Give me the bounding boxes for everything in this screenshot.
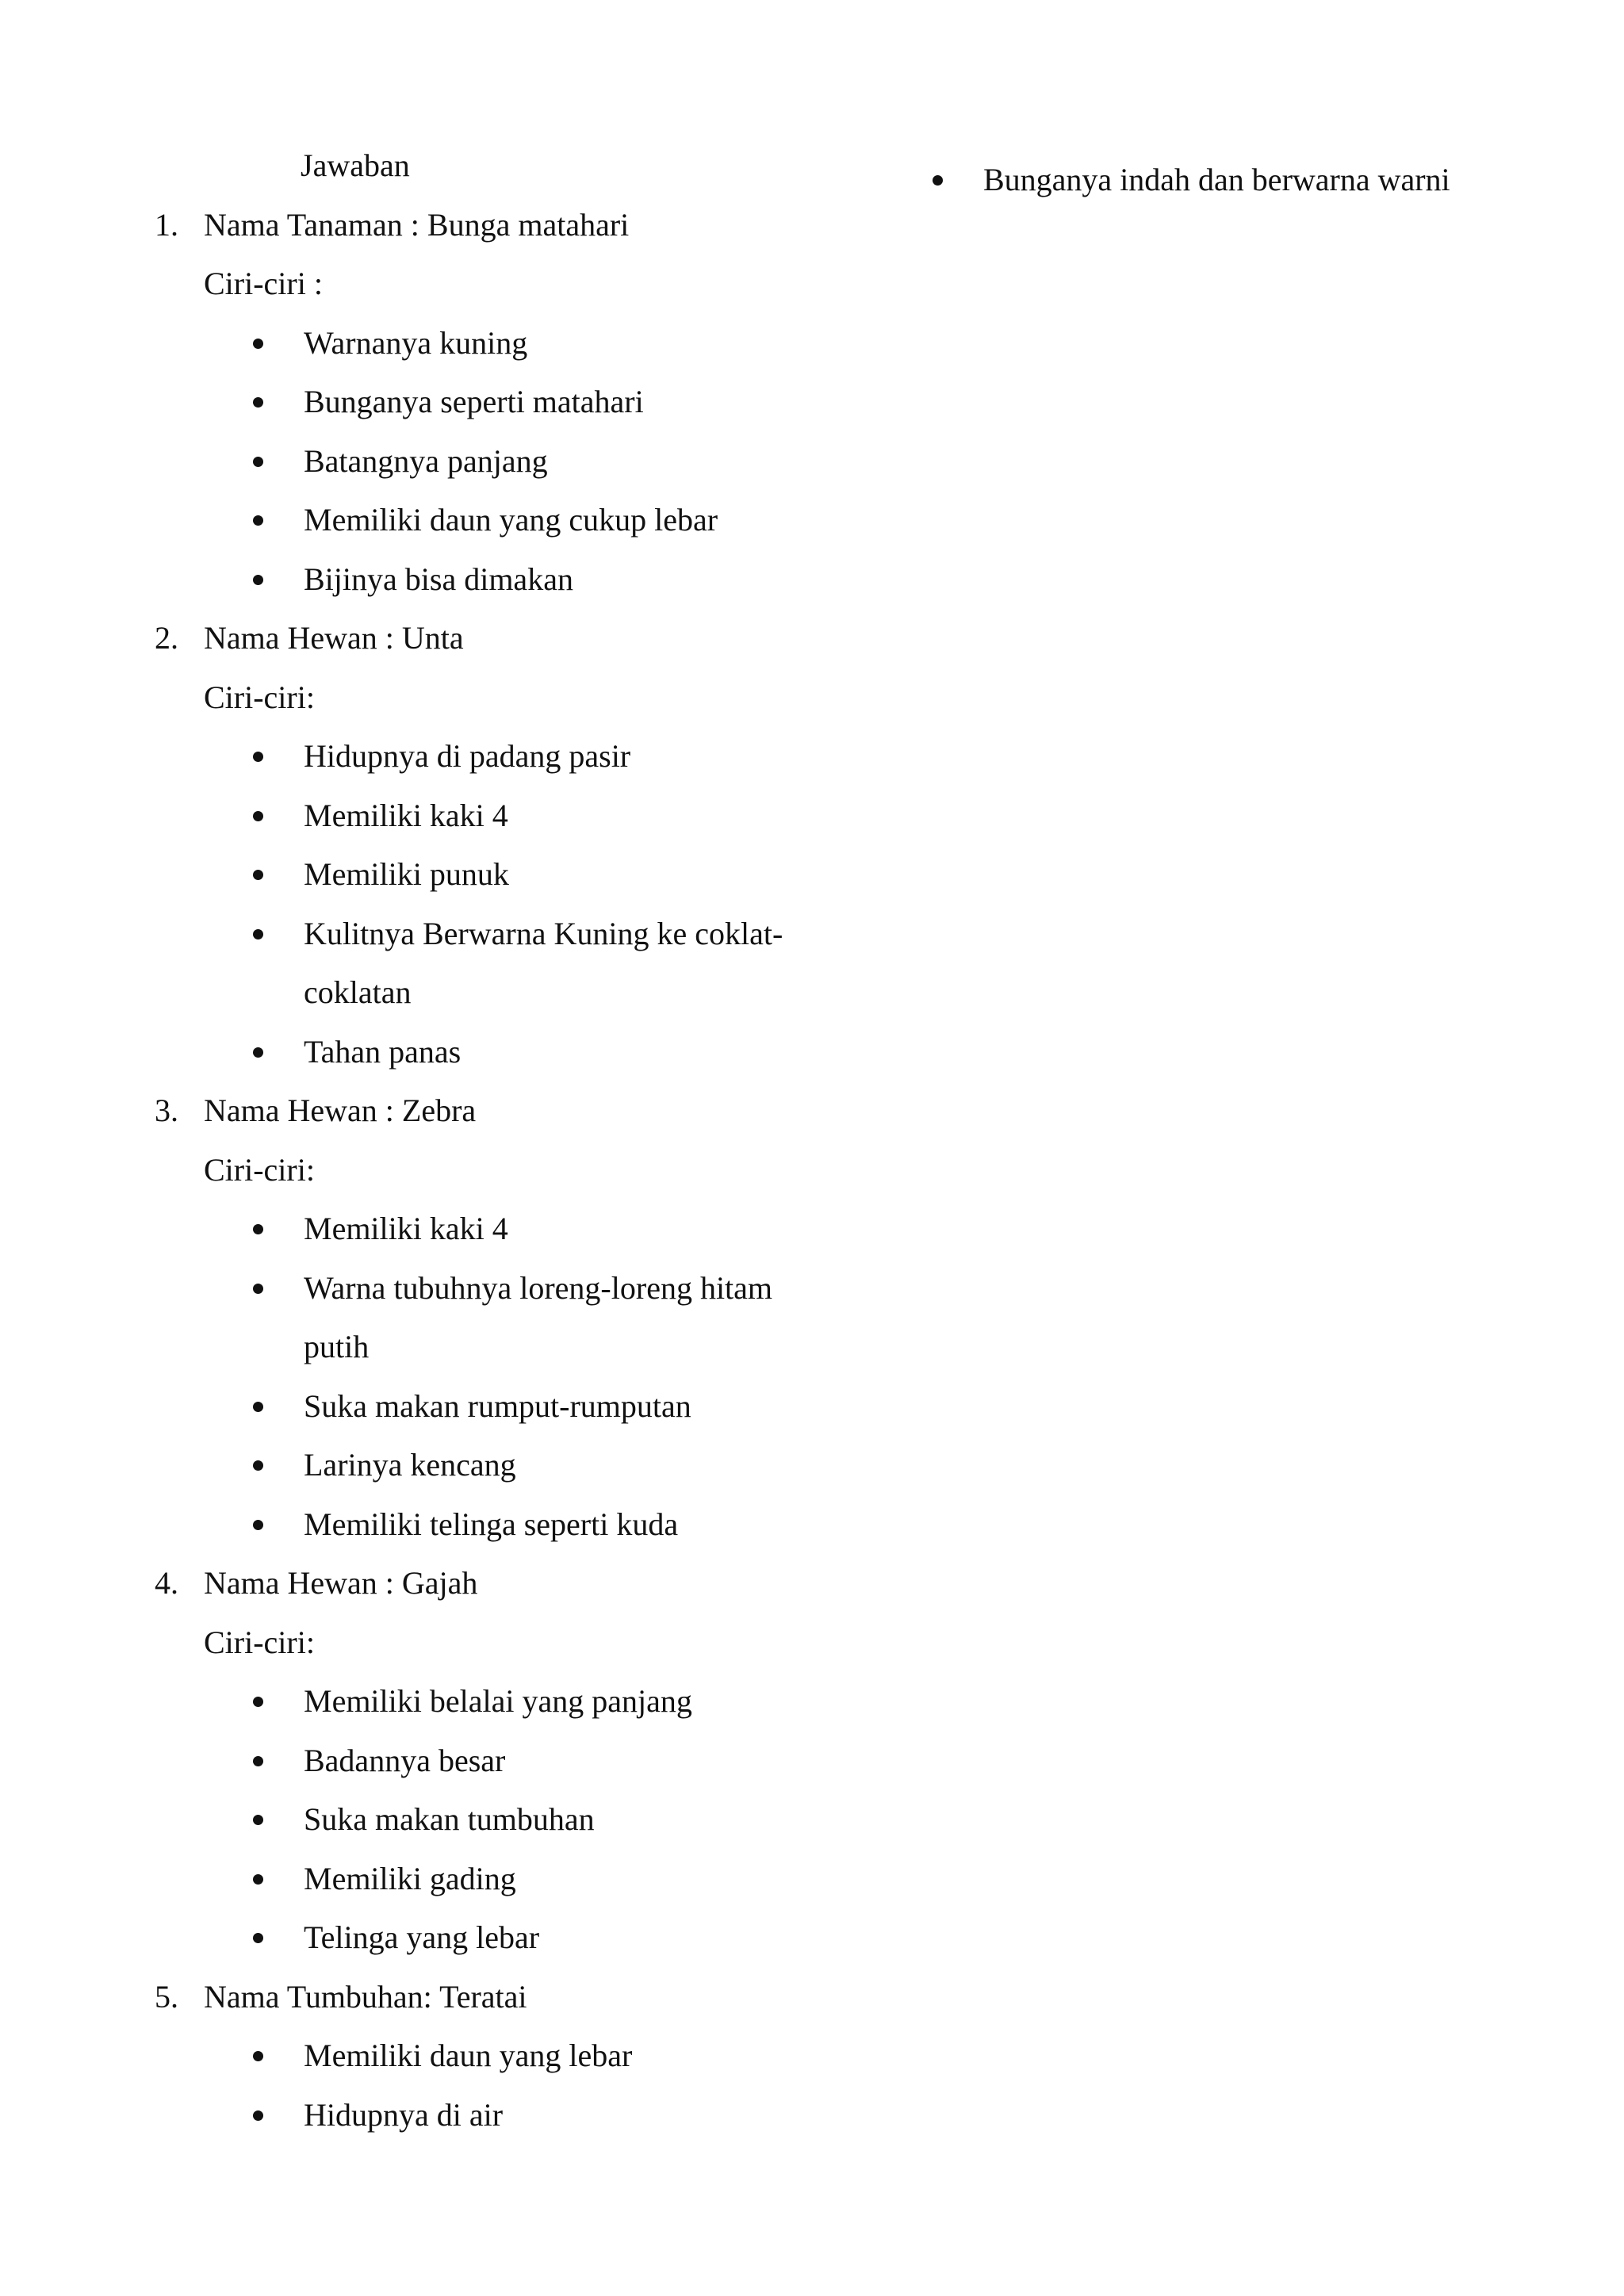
bullet-item — [155, 1200, 811, 1259]
bullet-text: Memiliki telinga seperti kuda — [304, 1506, 679, 1542]
answer-item — [155, 196, 837, 610]
bullet-item — [155, 432, 811, 492]
bullet-item — [155, 491, 811, 550]
bullet-item — [155, 550, 811, 610]
bullet-dot-icon — [253, 929, 263, 939]
characteristics-label: Ciri-ciri : — [204, 266, 323, 301]
characteristics-list — [155, 727, 837, 1081]
item-number: 5. — [155, 1978, 178, 2015]
bullet-text: Bunganya seperti matahari — [304, 384, 644, 419]
bullet-dot-icon — [253, 397, 263, 408]
bullet-item — [155, 1908, 811, 1968]
bullet-text: Suka makan rumput-rumputan — [304, 1387, 691, 1424]
item-title: Nama Hewan : Gajah — [204, 1565, 478, 1601]
bullet-text: Warna tubuhnya loreng-loreng hitam putih — [304, 1269, 773, 1364]
bullet-text: Memiliki daun yang cukup lebar — [304, 502, 718, 538]
bullet-dot-icon — [933, 175, 943, 186]
bullet-dot-icon — [253, 1697, 263, 1707]
bullet-text: Batangnya panjang — [304, 442, 548, 479]
bullet-item — [155, 373, 811, 432]
bullet-dot-icon — [253, 2110, 263, 2121]
bullet-item — [929, 151, 1586, 210]
left-column — [155, 147, 837, 2145]
characteristics-label: Ciri-ciri: — [204, 1151, 315, 1188]
bullet-item — [155, 786, 811, 846]
bullet-text: Larinya kencang — [304, 1447, 516, 1483]
item-title-line — [155, 609, 837, 668]
bullet-item — [155, 727, 811, 786]
bullet-item — [155, 1790, 811, 1850]
bullet-dot-icon — [253, 515, 263, 526]
characteristics-list — [155, 2026, 837, 2145]
bullet-text: Bijinya bisa dimakan — [304, 561, 573, 597]
right-column — [929, 151, 1564, 210]
bullet-item — [155, 1377, 811, 1437]
bullet-dot-icon — [253, 1047, 263, 1058]
bullet-dot-icon — [253, 1402, 263, 1412]
bullet-item — [155, 2026, 811, 2086]
bullet-item — [155, 905, 811, 1023]
item-title: Nama Tanaman : Bunga matahari — [204, 206, 630, 243]
bullet-item — [155, 2086, 811, 2145]
bullet-dot-icon — [253, 1224, 263, 1234]
bullet-dot-icon — [253, 870, 263, 880]
item-number: 4. — [155, 1565, 178, 1601]
answer-heading: Jawaban — [301, 147, 410, 183]
bullet-dot-icon — [253, 1460, 263, 1471]
bullet-item — [155, 314, 811, 373]
item-title-line — [155, 1554, 837, 1613]
bullet-text: Warnanya kuning — [304, 324, 528, 361]
bullet-text: Suka makan tumbuhan — [304, 1801, 595, 1837]
item-title-line — [155, 1081, 837, 1141]
bullet-item — [155, 1436, 811, 1495]
bullet-text: Kulitnya Berwarna Kuning ke coklat-coklatan — [304, 915, 783, 1010]
bullet-text: Memiliki kaki 4 — [304, 1211, 508, 1246]
bullet-text: Memiliki gading — [304, 1860, 516, 1896]
bullet-text: Badannya besar — [304, 1742, 506, 1778]
bullet-item — [155, 1732, 811, 1791]
bullet-text: Tahan panas — [304, 1033, 462, 1070]
item-title-line — [155, 1968, 837, 2027]
item-number: 1. — [155, 206, 178, 243]
bullet-dot-icon — [253, 1284, 263, 1294]
bullet-item — [155, 1259, 811, 1377]
bullet-dot-icon — [253, 1933, 263, 1943]
characteristics-label: Ciri-ciri: — [204, 679, 315, 715]
bullet-dot-icon — [253, 1815, 263, 1825]
bullet-text: Telinga yang lebar — [304, 1919, 540, 1955]
bullet-dot-icon — [253, 457, 263, 467]
answer-item — [155, 1968, 837, 2145]
bullet-dot-icon — [253, 1874, 263, 1885]
bullet-text: Memiliki punuk — [304, 856, 509, 892]
bullet-item — [155, 1850, 811, 1909]
answer-item — [155, 1081, 837, 1554]
answer-item — [155, 1554, 837, 1968]
bullet-dot-icon — [253, 752, 263, 762]
continued-bullet-list — [929, 151, 1564, 210]
bullet-text: Hidupnya di padang pasir — [304, 738, 631, 774]
characteristics-label: Ciri-ciri: — [204, 1624, 315, 1660]
bullet-item — [155, 1495, 811, 1555]
bullet-dot-icon — [253, 2051, 263, 2061]
answer-item — [155, 609, 837, 1081]
bullet-text: Memiliki daun yang lebar — [304, 2038, 633, 2073]
characteristics-list — [155, 1200, 837, 1554]
item-title-line — [155, 196, 837, 255]
bullet-text: Memiliki belalai yang panjang — [304, 1683, 692, 1719]
item-title: Nama Hewan : Unta — [204, 620, 464, 656]
bullet-text: Bunganya indah dan berwarna warni — [983, 162, 1450, 197]
bullet-item — [155, 1023, 811, 1082]
bullet-item — [155, 845, 811, 905]
characteristics-list — [155, 314, 837, 610]
bullet-dot-icon — [253, 575, 263, 585]
item-title: Nama Tumbuhan: Teratai — [204, 1978, 527, 2015]
item-number: 2. — [155, 620, 178, 656]
item-number: 3. — [155, 1093, 178, 1128]
bullet-dot-icon — [253, 811, 263, 821]
bullet-text: Hidupnya di air — [304, 2096, 504, 2133]
bullet-dot-icon — [253, 339, 263, 349]
bullet-dot-icon — [253, 1520, 263, 1530]
bullet-dot-icon — [253, 1756, 263, 1766]
bullet-item — [155, 1672, 811, 1732]
answer-list — [155, 196, 837, 2145]
characteristics-list — [155, 1672, 837, 1968]
item-title: Nama Hewan : Zebra — [204, 1093, 477, 1128]
bullet-text: Memiliki kaki 4 — [304, 797, 508, 833]
